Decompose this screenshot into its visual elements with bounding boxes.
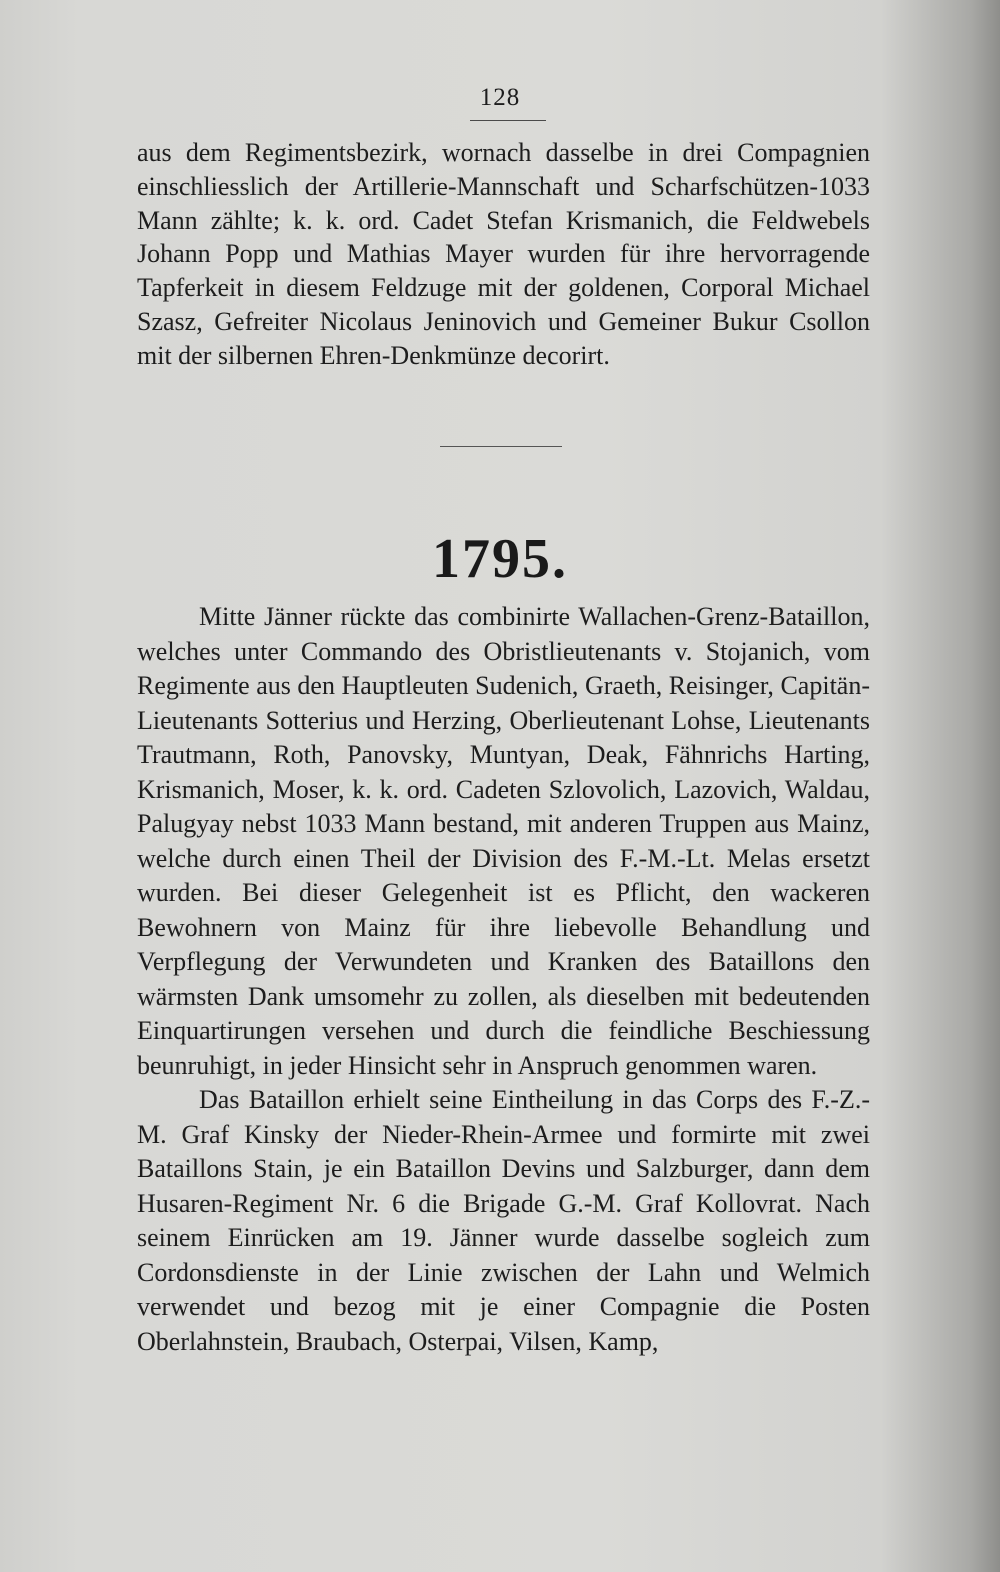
paragraph-1: Mitte Jänner rückte das combinirte Wallachen-Grenz-Bataillon, welches unter Commando des Obristlieutenants v. Stojanich, vom Regimente aus den Hauptleuten Sudenich, Graeth, Reisinger, Capitän-Lieutenants Sotterius und Herzing, Oberlieutenant Lohse, Lieutenants Trautmann, Roth, Panovsky, Muntyan, Deak, Fähnrichs Harting, Krismanich, Moser, k. k. ord. Cadeten Szlovolich, Lazovich, Waldau, Palugyay nebst 1033 Mann bestand, mit anderen Truppen aus Mainz, welche durch einen Theil der Division des F.-M.-Lt. Melas ersetzt wurden. Bei dieser Gelegenheit ist es Pflicht, den wackeren Bewohnern von Mainz für ihre liebevolle Behandlung und Verpflegung der Verwundeten und Kranken des Bataillons den wärmsten Dank umsomehr zu zollen, als dieselben mit bedeutenden Einquartirungen versehen und durch die feindliche Beschiessung beunruhigt, in jeder Hinsicht sehr in Anspruch genommen waren. [137, 602, 870, 1080]
continued-paragraph: aus dem Regimentsbezirk, wornach dasselbe in drei Compagnien einschliesslich der Artillerie-Mannschaft und Scharfschützen-1033 Mann zählte; k. k. ord. Cadet Stefan Krismanich, die Feldwebels Johann Popp und Mathias Mayer wurden für ihre hervorragende Tapferkeit in diesem Feldzuge mit der goldenen, Corporal Michael Szasz, Gefreiter Nicolaus Jeninovich und Gemeiner Bukur Csollon mit der silbernen Ehren-Denkmünze decorirt. [137, 138, 870, 370]
paragraph-2: Das Bataillon erhielt seine Eintheilung in das Corps des F.-Z.-M. Graf Kinsky der Nieder-Rhein-Armee und formirte mit zwei Bataillons Stain, je ein Bataillon Devins und Salzburger, dann dem Husaren-Regiment Nr. 6 die Brigade G.-M. Graf Kollovrat. Nach seinem Einrücken am 19. Jänner wurde dasselbe sogleich zum Cordonsdienste in der Linie zwischen der Lahn und Welmich verwendet und bezog mit je einer Compagnie die Posten Oberlahnstein, Braubach, Osterpai, Vilsen, Kamp, [137, 1085, 870, 1356]
section-divider [440, 446, 562, 447]
header-rule [470, 120, 546, 121]
year-heading: 1795. [432, 528, 568, 590]
continued-paragraph-block [137, 136, 870, 373]
page-number: 128 [479, 84, 521, 111]
section-body [137, 600, 870, 1359]
